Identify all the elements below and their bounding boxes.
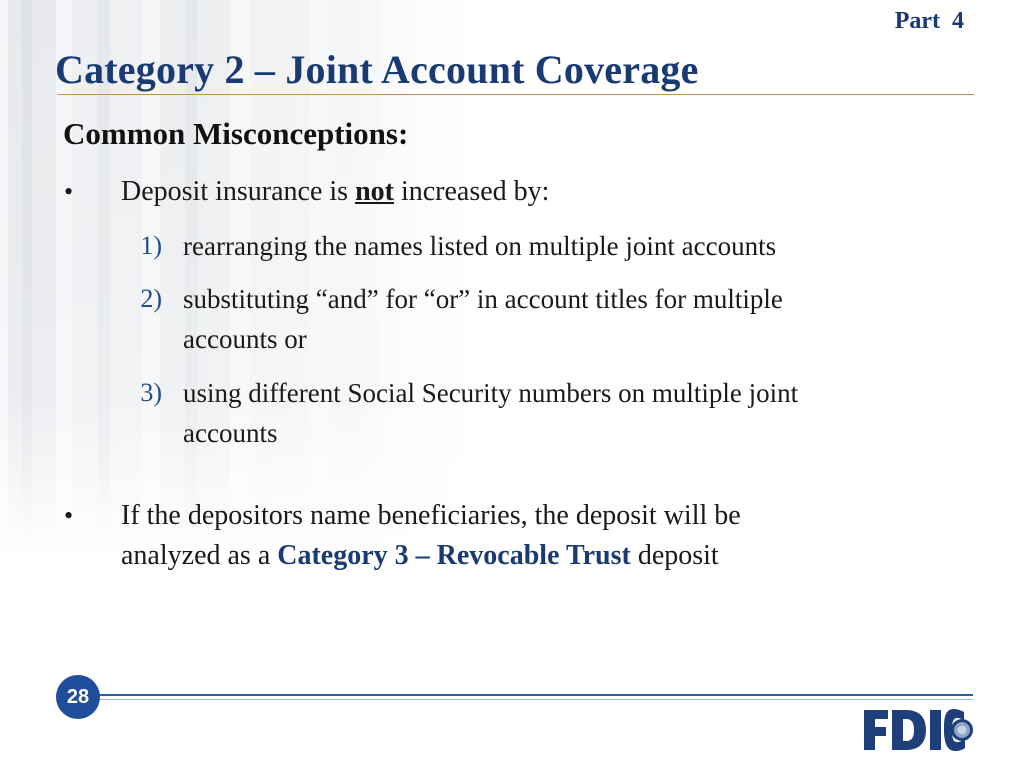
list-item-line: accounts — [183, 418, 278, 448]
page-number-badge: 28 — [56, 675, 100, 719]
bullet-emphasis: not — [355, 176, 394, 207]
bullet-text-suffix: deposit — [630, 540, 719, 571]
item-number: 3) — [140, 378, 162, 407]
part-label: Part 4 — [894, 8, 964, 34]
bullet-text-prefix: analyzed as a — [121, 540, 278, 571]
list-item-line: accounts or — [183, 324, 307, 354]
list-item-line: using different Social Security numbers on multiple joint — [183, 378, 799, 408]
bullet-text — [121, 496, 741, 576]
list-item — [183, 226, 983, 266]
bullet-mark: • — [64, 501, 74, 530]
fdic-logo — [864, 706, 974, 754]
section-heading: Common Misconceptions: — [63, 116, 409, 151]
list-item-line: rearranging the names listed on multiple joint accounts — [183, 231, 777, 261]
list-item — [183, 373, 983, 453]
list-item — [183, 279, 983, 359]
list-item-line: substituting “and” for “or” in account titles for multiple — [183, 284, 783, 314]
bullet-text-suffix: increased by: — [393, 176, 550, 207]
bullet-text-line: If the depositors name beneficiaries, the deposit will be — [121, 500, 741, 531]
slide-title: Category 2 – Joint Account Coverage — [55, 47, 699, 92]
title-divider — [58, 94, 974, 95]
bullet-text-line — [121, 536, 741, 576]
item-number: 2) — [140, 284, 162, 313]
bullet-text — [121, 172, 549, 212]
bullet-mark: • — [64, 177, 74, 206]
item-number: 1) — [140, 231, 162, 260]
footer-divider — [95, 694, 973, 696]
footer-divider-light — [95, 699, 973, 700]
bullet-emphasis: Category 3 – Revocable Trust — [277, 540, 631, 571]
bullet-text-prefix: Deposit insurance is — [121, 176, 356, 207]
